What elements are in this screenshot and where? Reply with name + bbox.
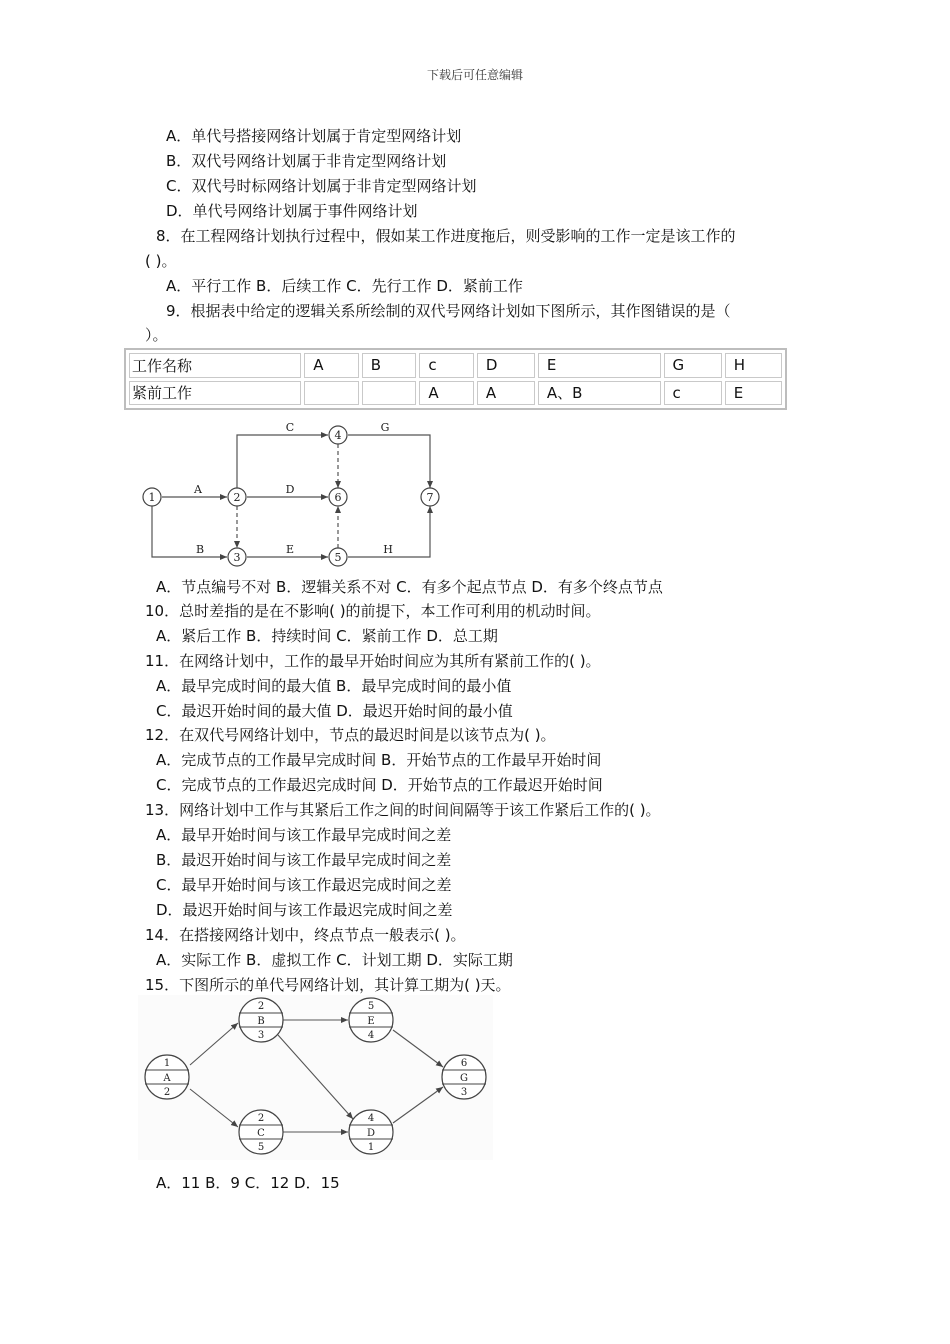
- node-c-top: 2: [257, 1113, 265, 1124]
- node-b: [239, 998, 283, 1042]
- q7-option-c: C．双代号时标网络计划属于非肯定型网络计划: [166, 177, 477, 195]
- q9-options: A．节点编号不对 B．逻辑关系不对 C．有多个起点节点 D．有多个终点节点: [156, 578, 663, 596]
- node-e-bottom: 4: [367, 1030, 375, 1041]
- q13-option-a: A．最早开始时间与该工作最早完成时间之差: [156, 826, 452, 844]
- node-e-name: E: [367, 1016, 375, 1027]
- node-label-1: 1: [148, 491, 156, 504]
- node-d: [349, 1110, 393, 1154]
- arrow-label-g: G: [380, 421, 390, 434]
- node-c-bottom: 5: [257, 1142, 265, 1153]
- node-b-top: 2: [257, 1001, 265, 1012]
- node-d-bottom: 1: [367, 1142, 375, 1153]
- arrow-c: [237, 435, 328, 488]
- table-cell: G: [664, 353, 722, 378]
- q11-options-ab: A．最早完成时间的最大值 B．最早完成时间的最小值: [156, 677, 512, 695]
- table-cell: [304, 381, 359, 406]
- table-cell: E: [725, 381, 782, 406]
- node-label-7: 7: [426, 491, 434, 504]
- arrow-label-h: H: [383, 543, 393, 556]
- node-a-bottom: 2: [163, 1087, 171, 1098]
- node-label-6: 6: [334, 491, 342, 504]
- node-g-top: 6: [460, 1058, 468, 1069]
- q12-options-ab: A．完成节点的工作最早完成时间 B．开始节点的工作最早开始时间: [156, 751, 602, 769]
- q14-stem: 14．在搭接网络计划中，终点节点一般表示( )。: [145, 926, 466, 944]
- table-cell: c: [664, 381, 722, 406]
- q10-options: A．紧后工作 B．持续时间 C．紧前工作 D．总工期: [156, 627, 498, 645]
- node-label-4: 4: [334, 429, 342, 442]
- arrow-g: [348, 435, 430, 488]
- q13-option-b: B．最迟开始时间与该工作最早完成时间之差: [156, 851, 452, 869]
- arrow-label-e: E: [285, 543, 295, 556]
- node-d-top: 4: [367, 1113, 375, 1124]
- table-cell: [362, 381, 417, 406]
- table-cell: 工作名称: [129, 353, 301, 378]
- node-b-name: B: [257, 1016, 265, 1027]
- node-label-2: 2: [233, 491, 241, 504]
- arrow-label-d: D: [285, 483, 295, 496]
- q11-options-cd: C．最迟开始时间的最大值 D．最迟开始时间的最小值: [156, 702, 513, 720]
- single-code-network-diagram: [138, 995, 493, 1160]
- node-e-top: 5: [367, 1001, 375, 1012]
- q12-stem: 12．在双代号网络计划中，节点的最迟时间是以该节点为( )。: [145, 726, 556, 744]
- table-row: [129, 353, 782, 378]
- q9-stem: 9．根据表中给定的逻辑关系所绘制的双代号网络计划如下图所示，其作图错误的是（: [166, 302, 731, 320]
- node-b-bottom: 3: [257, 1030, 265, 1041]
- table-cell: A: [477, 381, 535, 406]
- q12-options-cd: C．完成节点的工作最迟完成时间 D．开始节点的工作最迟开始时间: [156, 776, 603, 794]
- q15-stem: 15．下图所示的单代号网络计划，其计算工期为( )天。: [145, 976, 511, 994]
- page-header: 下载后可任意编辑: [426, 68, 523, 82]
- node-a-name: A: [163, 1073, 171, 1084]
- table-cell: H: [725, 353, 782, 378]
- table-cell: c: [419, 353, 474, 378]
- table-cell: D: [477, 353, 535, 378]
- q7-option-d: D．单代号网络计划属于事件网络计划: [166, 202, 418, 220]
- table-cell: A、B: [538, 381, 661, 406]
- q11-stem: 11．在网络计划中，工作的最早开始时间应为其所有紧前工作的( )。: [145, 652, 601, 670]
- q15-options: A．11 B．9 C．12 D．15: [156, 1174, 340, 1192]
- arrow-b: [152, 506, 227, 557]
- q7-option-b: B．双代号网络计划属于非肯定型网络计划: [166, 152, 447, 170]
- arrow-label-c: C: [285, 421, 295, 434]
- q10-stem: 10．总时差指的是在不影响( )的前提下，本工作可利用的机动时间。: [145, 602, 601, 620]
- q8-options: A．平行工作 B．后续工作 C．先行工作 D．紧前工作: [166, 277, 523, 295]
- node-g: [442, 1055, 486, 1099]
- table-cell: B: [362, 353, 417, 378]
- table-cell: A: [304, 353, 359, 378]
- q8-stem: 8．在工程网络计划执行过程中，假如某工作进度拖后，则受影响的工作一定是该工作的: [156, 227, 736, 245]
- node-label-3: 3: [233, 551, 241, 564]
- q8-stem-cont: ( )。: [145, 252, 177, 270]
- node-g-bottom: 3: [460, 1087, 468, 1098]
- q14-options: A．实际工作 B．虚拟工作 C．计划工期 D．实际工期: [156, 951, 513, 969]
- table-row: [129, 381, 782, 406]
- q13-option-d: D．最迟开始时间与该工作最迟完成时间之差: [156, 901, 453, 919]
- work-logic-table: [124, 348, 787, 410]
- arrow-label-b: B: [195, 543, 205, 556]
- node-e: [349, 998, 393, 1042]
- node-c: [239, 1110, 283, 1154]
- q13-stem: 13．网络计划中工作与其紧后工作之间的时间间隔等于该工作紧后工作的( )。: [145, 801, 661, 819]
- double-code-network-diagram: [140, 420, 450, 576]
- q13-option-c: C．最早开始时间与该工作最迟完成时间之差: [156, 876, 452, 894]
- table-cell: 紧前工作: [129, 381, 301, 406]
- table-cell: E: [538, 353, 661, 378]
- node-label-5: 5: [334, 551, 342, 564]
- node-c-name: C: [257, 1128, 265, 1139]
- node-g-name: G: [460, 1073, 468, 1084]
- q7-option-a: A．单代号搭接网络计划属于肯定型网络计划: [166, 127, 462, 145]
- table-cell: A: [419, 381, 474, 406]
- node-d-name: D: [366, 1128, 376, 1139]
- q9-stem-cont: ）。: [145, 326, 168, 344]
- node-a: [145, 1055, 189, 1099]
- arrow-label-a: A: [194, 483, 202, 496]
- node-a-top: 1: [163, 1058, 171, 1069]
